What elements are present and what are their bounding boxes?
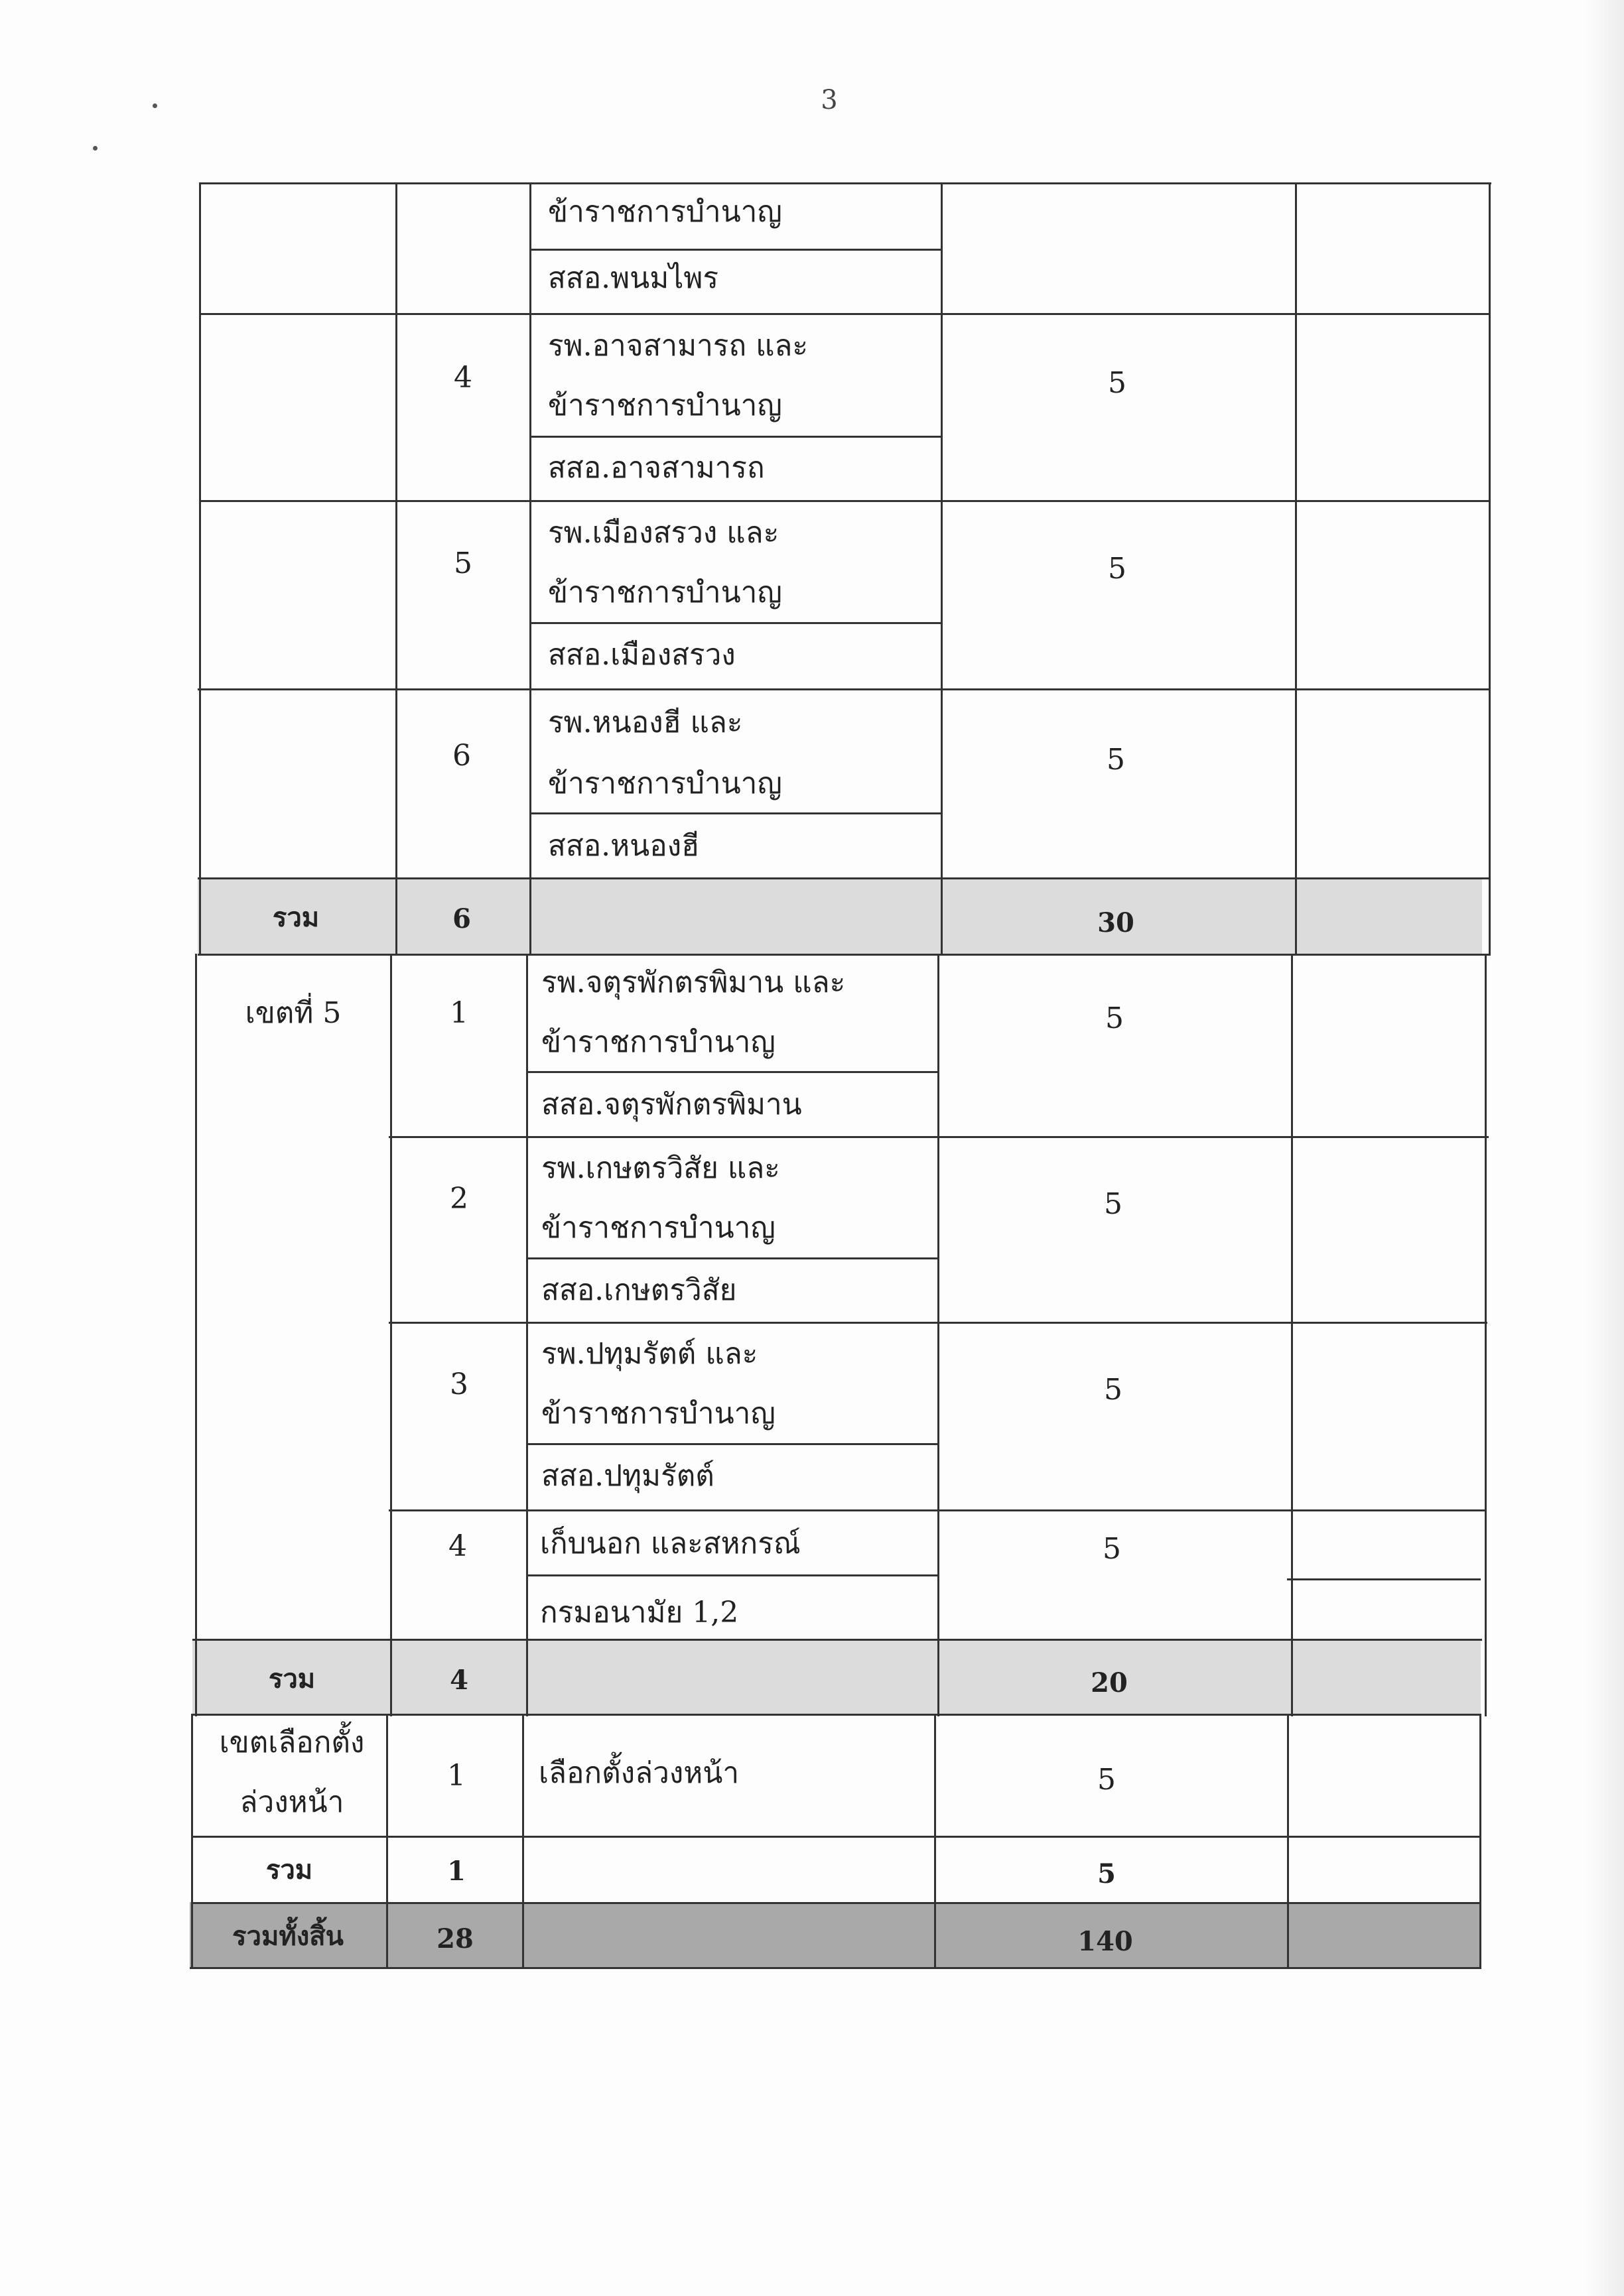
- table-line: [522, 1714, 524, 1969]
- unit-name: ข้าราชการบำนาญ: [541, 1211, 776, 1245]
- subtotal-count: 20: [1091, 1667, 1128, 1698]
- unit-name: ข้าราชการบำนาญ: [548, 195, 782, 229]
- zone-label: เขตเลือกตั้ง: [219, 1726, 365, 1759]
- table-line: [937, 954, 939, 1716]
- unit-count: 5: [1104, 1187, 1122, 1221]
- table-line: [1485, 954, 1487, 1716]
- row-number: 5: [454, 546, 472, 580]
- table-line: [528, 1443, 939, 1445]
- unit-name: รพ.หนองฮี และ: [548, 706, 743, 739]
- subtotal-label: รวม: [268, 1663, 316, 1694]
- table-line: [941, 182, 943, 956]
- table-line: [529, 182, 531, 956]
- zone-label: ล่วงหน้า: [239, 1785, 344, 1819]
- zone-label: เขตที่ 5: [245, 996, 342, 1030]
- row-number: 1: [447, 1759, 466, 1793]
- table-line: [1291, 954, 1293, 1716]
- table-line: [1287, 1578, 1481, 1580]
- table-line: [1489, 182, 1491, 956]
- subtotal-label: รวม: [272, 902, 320, 933]
- table-line: [200, 182, 1491, 184]
- table-line: [531, 436, 942, 438]
- summary-row-shade: [198, 877, 1482, 956]
- subtotal-count: 30: [1097, 907, 1134, 938]
- row-number: 6: [452, 739, 471, 773]
- unit-name: รพ.อาจสามารถ และ: [548, 329, 809, 363]
- row-number: 4: [454, 361, 472, 395]
- table-line: [531, 622, 942, 624]
- unit-name: ข้าราชการบำนาญ: [541, 1397, 776, 1431]
- unit-name: รพ.จตุรพักตรพิมาน และ: [541, 966, 846, 999]
- unit-count: 5: [1103, 1532, 1121, 1566]
- unit-count: 5: [1108, 552, 1126, 586]
- table-line: [191, 1714, 193, 1969]
- unit-name: สสอ.เมืองสรวง: [548, 638, 736, 672]
- unit-count: 5: [1104, 1373, 1122, 1407]
- table-line: [531, 812, 942, 814]
- table-line: [934, 1714, 936, 1969]
- subtotal-count: 5: [1097, 1858, 1116, 1889]
- unit-count: 5: [1097, 1763, 1116, 1797]
- unit-name: สสอ.จตุรพักตรพิมาน: [541, 1088, 802, 1121]
- table-line: [526, 954, 528, 1716]
- table-line: [528, 1257, 939, 1259]
- grand-total-number: 28: [437, 1923, 474, 1954]
- summary-row-shade: [192, 1639, 1481, 1714]
- table-line: [195, 954, 197, 1716]
- subtotal-label: รวม: [265, 1854, 313, 1885]
- table-line: [199, 182, 201, 956]
- subtotal-number: 6: [452, 903, 471, 934]
- row-number: 2: [450, 1182, 468, 1216]
- unit-count: 5: [1105, 1001, 1124, 1035]
- table-line: [1295, 182, 1297, 956]
- unit-count: 5: [1108, 366, 1126, 400]
- grand-total-count: 140: [1077, 1926, 1133, 1957]
- unit-name: สสอ.พนมไพร: [548, 261, 718, 295]
- row-number: 3: [450, 1368, 468, 1401]
- subtotal-number: 4: [450, 1665, 468, 1696]
- speck-mark: [153, 103, 157, 108]
- unit-name: สสอ.อาจสามารถ: [548, 451, 765, 485]
- unit-name: ข้าราชการบำนาญ: [548, 576, 782, 609]
- table-line: [390, 954, 392, 1716]
- unit-name: เลือกตั้งล่วงหน้า: [539, 1756, 740, 1790]
- table-line: [192, 1639, 1482, 1641]
- unit-name: รพ.เกษตรวิสัย และ: [541, 1151, 780, 1185]
- unit-count: 5: [1107, 743, 1125, 777]
- table-line: [386, 1714, 388, 1969]
- unit-name: รพ.ปทุมรัตต์ และ: [541, 1337, 758, 1371]
- row-number: 1: [450, 996, 468, 1030]
- unit-name: สสอ.ปทุมรัตต์: [541, 1459, 714, 1493]
- unit-name: ข้าราชการบำนาญ: [541, 1025, 776, 1059]
- unit-name: ข้าราชการบำนาญ: [548, 767, 782, 800]
- unit-name: รพ.เมืองสรวง และ: [548, 516, 779, 550]
- table-line: [1287, 1714, 1289, 1969]
- table-line: [528, 1574, 939, 1576]
- speck-mark: [93, 146, 98, 151]
- subtotal-number: 1: [447, 1856, 466, 1887]
- unit-name: ข้าราชการบำนาญ: [548, 389, 782, 422]
- table-line: [1479, 1714, 1481, 1969]
- table-line: [531, 249, 942, 251]
- table-line: [395, 182, 397, 956]
- row-number: 4: [448, 1529, 467, 1563]
- table-line: [528, 1071, 939, 1073]
- page-edge-shadow: [1584, 0, 1624, 2296]
- unit-name: กรมอนามัย 1,2: [540, 1596, 739, 1629]
- unit-name: เก็บนอก และสหกรณ์: [540, 1527, 801, 1561]
- page-number: 3: [821, 85, 838, 115]
- unit-name: สสอ.หนองฮี: [548, 829, 699, 863]
- unit-name: สสอ.เกษตรวิสัย: [541, 1273, 737, 1307]
- grand-total-label: รวมทั้งสิ้น: [232, 1921, 344, 1952]
